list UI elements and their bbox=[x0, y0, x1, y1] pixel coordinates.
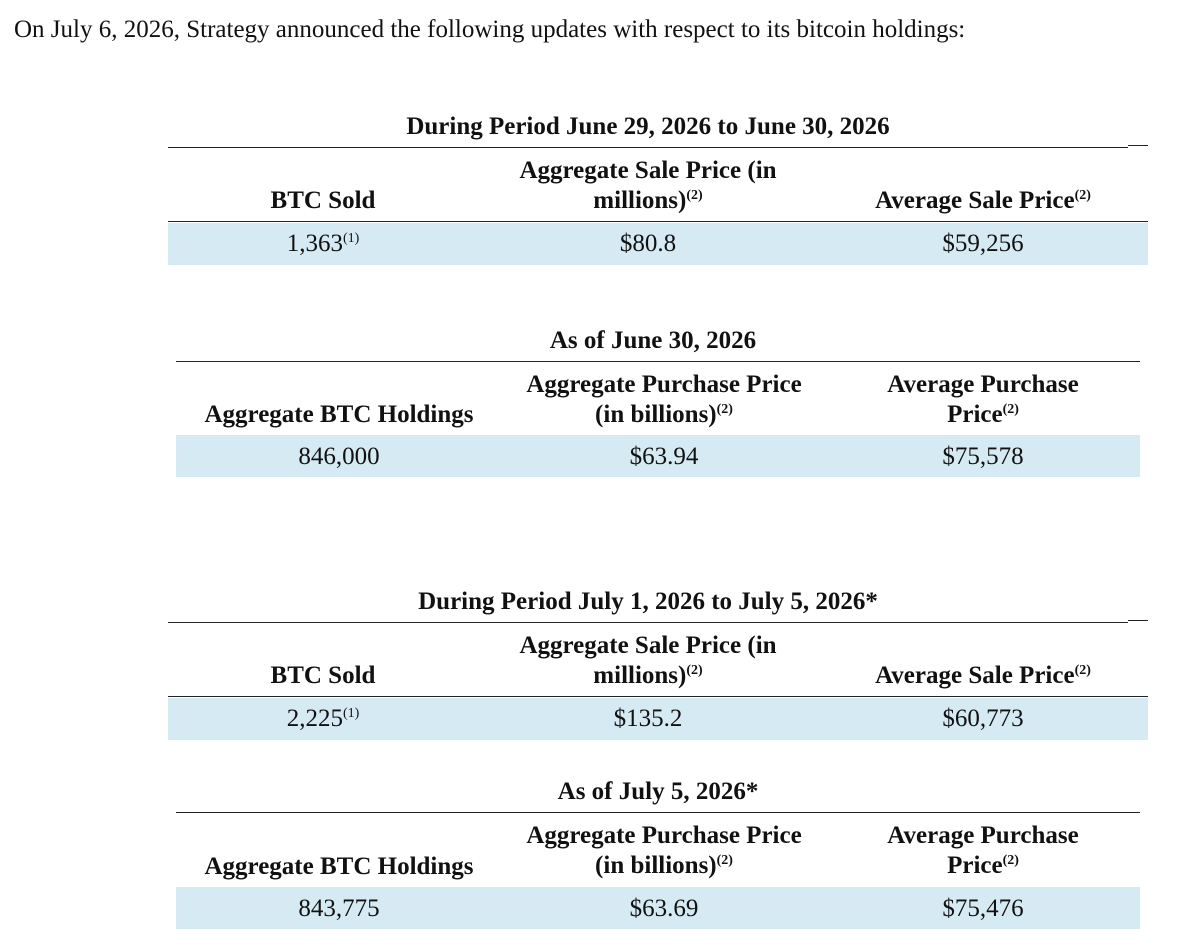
col-header-btc-sold: BTC Sold bbox=[270, 662, 376, 689]
col-header-line: Aggregate Sale Price (in bbox=[519, 157, 777, 184]
value-average-sale-price: $60,773 bbox=[942, 705, 1024, 732]
value-aggregate-purchase-price: $63.94 bbox=[629, 443, 699, 470]
header-rule bbox=[176, 812, 1140, 813]
header-bottom-rule bbox=[168, 221, 1148, 222]
col-header-line: Price$^{(2)}$ bbox=[947, 401, 1019, 428]
col-header-aggregate-btc-holdings: Aggregate BTC Holdings bbox=[204, 401, 474, 428]
header-bottom-rule bbox=[168, 696, 1148, 697]
col-header-aggregate-purchase-price bbox=[502, 821, 826, 881]
col-header-aggregate-sale-price bbox=[478, 631, 818, 691]
footnote-marker: (2) bbox=[686, 663, 703, 678]
table-period-title: As of July 5, 2026* bbox=[557, 778, 759, 805]
footnote-marker: (2) bbox=[1074, 663, 1091, 678]
col-header-btc-sold: BTC Sold bbox=[270, 187, 376, 214]
footnote-marker: (2) bbox=[686, 188, 703, 203]
col-header-line: Aggregate Purchase Price bbox=[526, 822, 802, 849]
holdings-table-july bbox=[176, 777, 1140, 932]
col-header-average-purchase-price bbox=[826, 370, 1140, 430]
value-aggregate-sale-price: $80.8 bbox=[619, 230, 677, 257]
intro-text: On July 6, 2026, Strategy announced the following updates with respect to its bitcoin holdings: bbox=[14, 16, 966, 43]
col-header-aggregate-sale-price bbox=[478, 156, 818, 216]
value-average-sale-price: $59,256 bbox=[942, 230, 1024, 257]
header-rule bbox=[168, 622, 1128, 623]
header-rule-tail bbox=[1128, 620, 1148, 621]
col-header-line: (in billions)$^{(2)}$ bbox=[595, 852, 733, 879]
sales-table-june bbox=[168, 112, 1148, 267]
col-header-line: millions)$^{(2)}$ bbox=[593, 662, 703, 689]
col-header-aggregate-purchase-price bbox=[502, 370, 826, 430]
value-aggregate-purchase-price: $63.69 bbox=[629, 895, 699, 922]
col-header-line: Average Purchase bbox=[887, 371, 1079, 398]
sales-table-july bbox=[168, 587, 1148, 742]
col-header-average-purchase-price bbox=[826, 821, 1140, 881]
footnote-marker: (2) bbox=[1074, 188, 1091, 203]
footnote-marker: (1) bbox=[342, 706, 360, 721]
value-average-purchase-price: $75,578 bbox=[942, 443, 1024, 470]
col-header-aggregate-btc-holdings: Aggregate BTC Holdings bbox=[204, 853, 474, 880]
footnote-marker: (1) bbox=[342, 231, 360, 246]
col-header-line: Average Purchase bbox=[887, 822, 1079, 849]
footnote-marker: (2) bbox=[716, 402, 733, 417]
col-header-average-sale-price: Average Sale Price$^{(2)}$ bbox=[875, 662, 1091, 689]
footnote-marker: (2) bbox=[716, 853, 733, 868]
col-header-line: millions)$^{(2)}$ bbox=[593, 187, 703, 214]
value-aggregate-sale-price: $135.2 bbox=[613, 705, 683, 732]
table-period-title: During Period June 29, 2026 to June 30, 2026 bbox=[406, 113, 890, 140]
value-aggregate-btc-holdings: 846,000 bbox=[298, 443, 380, 470]
value-btc-sold: 1,363$^{(1)}$ bbox=[286, 230, 360, 257]
table-period-title: As of June 30, 2026 bbox=[549, 327, 757, 354]
footnote-marker: (2) bbox=[1002, 402, 1019, 417]
header-rule bbox=[176, 361, 1140, 362]
value-average-purchase-price: $75,476 bbox=[942, 895, 1024, 922]
value-btc-sold: 2,225$^{(1)}$ bbox=[286, 705, 360, 732]
col-header-average-sale-price: Average Sale Price$^{(2)}$ bbox=[875, 187, 1091, 214]
col-header-line: Price$^{(2)}$ bbox=[947, 852, 1019, 879]
col-header-line: Aggregate Sale Price (in bbox=[519, 632, 777, 659]
holdings-table-june bbox=[176, 326, 1140, 481]
col-header-line: (in billions)$^{(2)}$ bbox=[595, 401, 733, 428]
header-rule bbox=[168, 147, 1128, 148]
col-header-line: Aggregate Purchase Price bbox=[526, 371, 802, 398]
header-rule-tail bbox=[1128, 145, 1148, 146]
footnote-marker: (2) bbox=[1002, 853, 1019, 868]
table-period-title: During Period July 1, 2026 to July 5, 2026* bbox=[418, 588, 878, 615]
value-aggregate-btc-holdings: 843,775 bbox=[298, 895, 380, 922]
